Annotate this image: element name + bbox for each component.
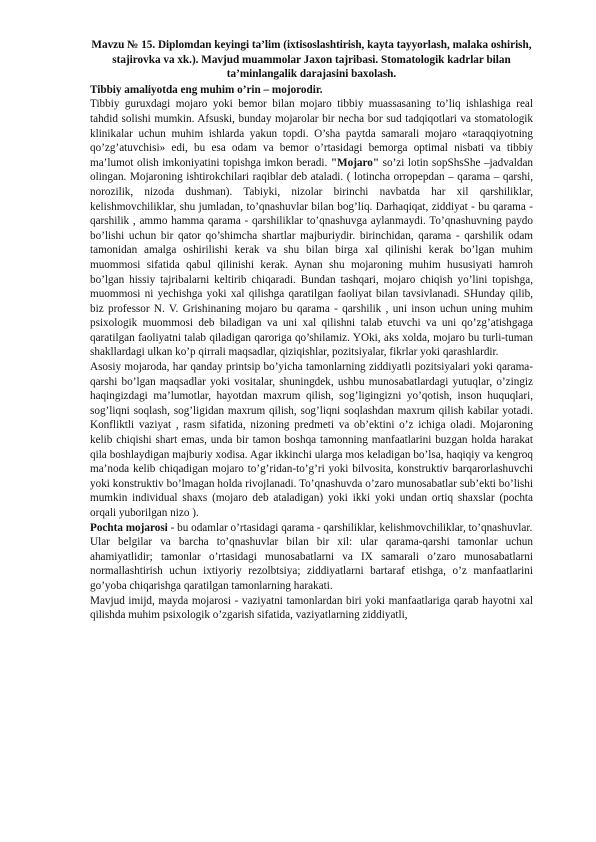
paragraph-2: Asosiy mojaroda, har qanday printsip bo’yicha tamonlarning ziddiyatli pozitsiyalari yoki qarama-qarshi bo’lgan maqsadlar yoki vositalar, shuningdek, ushbu munosabatlardagi yutuqlar, o’zingiz haqingizdagi ma’lumotlar, hayotdan maxrum qilish, sog’ligingizni yo’qotish, inson huquqlari, sog’liqni soqlash, sog’ligidan maxrum qilish, sog’liqni soqlashdan maxrum qilish kabilar yotadi. Konfliktli vaziyat , rasm sifatida, nizoning predmeti va ob’ektini o’z ichiga oladi. Mojaroning kelib chiqishi shart emas, unda bir tamon boshqa tamonning manfaatlarini buzgan holda harakat qila boshlaydigan majburiy xodisa. Agar ikkinchi ularga mos keladigan bo’lsa, haqiqiy va kengroq ma’noda kelib chiqadigan mojaro to’g’ridan-to’g’ri yoki bilvosita, konstruktiv barqarorlashuvchi yoki konstruktiv bo’lmagan holda rivojlanadi. To’qnashuvda o’zaro munosabatlar sub’ekti bo’lishi mumkin individual shaxs (mojaro deb ataladigan) yoki ikki yoki undan ortiq shaxslar (pochta orqali yuborilgan nizo ). <box>90 361 533 519</box>
paragraph-3-text: - bu odamlar o’rtasidagi qarama - qarshiliklar, kelishmovchiliklar, to’qnashuvlar. <box>170 521 533 534</box>
paragraph-3-bold-term: Pochta mojarosi <box>90 521 168 534</box>
paragraph-1-text: Tibbiy guruxdagi mojaro yoki bemor bilan mojaro tibbiy muassasaning to’liq ishlashiga real tahdid solishi mumkin. Afsuski, bunday mojarolar bir necha bor sud tadqiqotlari va stomatologik klinikalar uchun muhim ishlarda yakun topdi. O’sha paytda samarali mojaro «taraqqiyotning qo’zg’atuvchisi» edi, bu esa odam va bemor o’rtasidagi bemorga optimal nisbati va tibbiy ma’lumot olish imkoniyatini topishga imkon beradi. <box>90 98 533 169</box>
document-body <box>90 38 533 623</box>
section-heading: Tibbiy amaliyotda eng muhim o’rin – mojorodir. <box>90 83 323 96</box>
document-title: Mavzu № 15. Diplomdan keyingi ta’lim (ixtisoslashtirish, kayta tayyorlash, malaka oshirish, stajirovka va xk.). Mavjud muammolar Jaxon tajribasi. Stomatologik kadrlar bilan ta’minlangalik darajasini baxolash. <box>91 39 532 81</box>
paragraph-4: Ular belgilar va barcha to’qnashuvlar bilan bir xil: ular qarama-qarshi tamonlar uchun ahamiyatlidir; tamonlar o’rtasidagi munosabatlarni va IX samarali o’zaro munosabatlarni normallashtirish uchun ixtiyoriy rezolbtsiya; ziddiyatlarni bartaraf etishga, o’z manfaatlarini go’yoba chiqarishga qaratilgan tamonlarning harakati. <box>90 536 533 592</box>
paragraph-1 <box>90 97 533 360</box>
paragraph-3 <box>90 521 533 536</box>
paragraph-5: Mavjud imijd, mayda mojarosi - vaziyatni tamonlardan biri yoki manfaatlariga qarab hayotni xal qilishda muhim psixologik o’zgarish sifatida, vaziyatlarning ziddiyatli, <box>90 594 533 622</box>
paragraph-1-continuation: so’zi lotin sopShsShe –jadvaldan olingan. Mojaroning ishtirokchilari raqiblar deb ataladi. ( lotincha orropepdan – qarama – qarshi, norozilik, nizoda dushman). Tabiyki, nizolar birinchi navbatda har xil qarshiliklar, kelishmovchiliklar, shu jumladan, to’qnashuvlar bilan bog’liq. Darhaqiqat, ziddiyat - bu qarama - qarshilik , ammo hamma qarama - qarshiliklar to’qnashuvga aylanmaydi. To’qnashuvning paydo bo’lishi uchun bir qator qo’shimcha shartlar majburiydir. birinchidan, qarama - qarshilik odam tamonidan amalga oshirilishi kerak va shu bilan birga xal qilinishi kerak bo’lgan muhim muommosi sifatida qabul qilinishi kerak. Aynan shu mojaroning muhim hususiyati hamroh bo’lgan hissiy tajribalarni keltirib chiqaradi. Bundan tashqari, mojaro chiqish yo’lini topishga, muommosi ni yechishga yoki xal qilishga qaratilgan faoliyat bilan tavsivlanadi. SHunday qilib, biz professor N. V. Grishinaning mojaro bu qarama - qarshilik , uni inson uchun uning muhim psixologik muommosi deb biladigan va uni xal qilishni talab etuvchi va uni qo’zg’atishgaga qaratilgan faoliyatni talab qiladigan qaroriga qo’shilamiz. YOki, aks xolda, mojaro bu turli-tuman shakllardagi ulkan ko’p qirrali maqsadlar, qiziqishlar, pozitsiyalar, fikrlar yoki qarashlardir. <box>90 156 534 359</box>
paragraph-1-bold-term: "Mojaro" <box>330 156 380 169</box>
